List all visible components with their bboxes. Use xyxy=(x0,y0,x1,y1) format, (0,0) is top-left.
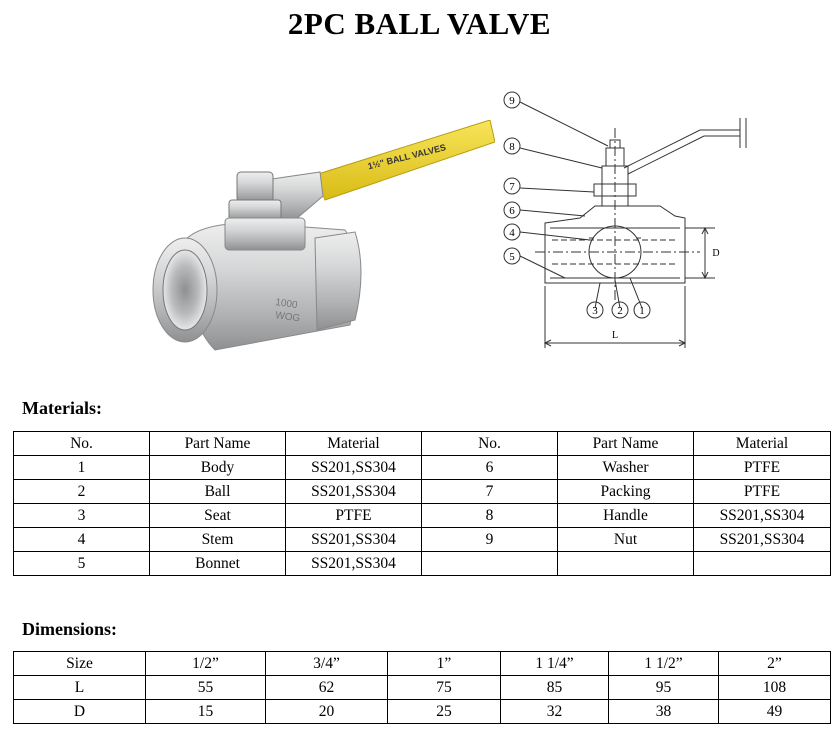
table-cell: Washer xyxy=(558,456,694,480)
header-no: No. xyxy=(422,432,558,456)
header-size-value: 2” xyxy=(719,652,831,676)
table-row xyxy=(14,504,831,528)
table-cell: 3 xyxy=(14,504,150,528)
table-cell: 8 xyxy=(422,504,558,528)
table-row xyxy=(14,480,831,504)
table-cell xyxy=(422,552,558,576)
header-material: Material xyxy=(286,432,422,456)
table-cell: 49 xyxy=(719,700,831,724)
table-cell: 95 xyxy=(609,676,719,700)
table-header-row xyxy=(14,652,831,676)
callout-1: 1 xyxy=(639,305,645,317)
header-no: No. xyxy=(14,432,150,456)
header-size-value: 1 1/2” xyxy=(609,652,719,676)
table-cell: 75 xyxy=(388,676,501,700)
table-row xyxy=(14,700,831,724)
table-cell: 15 xyxy=(146,700,266,724)
table-cell: SS201,SS304 xyxy=(286,456,422,480)
header-part-name: Part Name xyxy=(558,432,694,456)
dimension-d-label: D xyxy=(712,248,720,259)
dimensions-heading: Dimensions: xyxy=(22,619,118,639)
callout-7: 7 xyxy=(509,181,515,193)
table-row xyxy=(14,676,831,700)
table-cell xyxy=(558,552,694,576)
page-title: 2PC BALL VALVE xyxy=(287,6,552,41)
table-cell: SS201,SS304 xyxy=(286,480,422,504)
table-cell: 38 xyxy=(609,700,719,724)
table-cell: PTFE xyxy=(286,504,422,528)
table-cell: Handle xyxy=(558,504,694,528)
table-cell: 55 xyxy=(146,676,266,700)
callout-4: 4 xyxy=(509,227,515,239)
table-row xyxy=(14,528,831,552)
table-cell: 2 xyxy=(14,480,150,504)
header-size-value: 1/2” xyxy=(146,652,266,676)
table-cell: 6 xyxy=(422,456,558,480)
callout-6: 6 xyxy=(509,205,515,217)
table-row xyxy=(14,552,831,576)
table-cell: PTFE xyxy=(694,456,831,480)
table-cell: 32 xyxy=(501,700,609,724)
callout-3: 3 xyxy=(592,305,598,317)
table-cell: Body xyxy=(150,456,286,480)
table-cell: 25 xyxy=(388,700,501,724)
callout-8: 8 xyxy=(509,141,515,153)
table-cell: L xyxy=(14,676,146,700)
table-cell: D xyxy=(14,700,146,724)
table-cell: Ball xyxy=(150,480,286,504)
table-cell: Stem xyxy=(150,528,286,552)
table-cell: PTFE xyxy=(694,480,831,504)
table-cell: SS201,SS304 xyxy=(286,528,422,552)
callout-9: 9 xyxy=(509,95,515,107)
table-cell: SS201,SS304 xyxy=(694,528,831,552)
header-size: Size xyxy=(14,652,146,676)
table-cell xyxy=(694,552,831,576)
header-size-value: 1” xyxy=(388,652,501,676)
table-cell: SS201,SS304 xyxy=(286,552,422,576)
materials-heading: Materials: xyxy=(22,398,102,418)
valve-photo xyxy=(145,120,495,360)
dimension-l-label: L xyxy=(611,330,619,341)
handle-text: 1½" BALL VALVES xyxy=(366,142,448,172)
table-cell: 4 xyxy=(14,528,150,552)
table-cell: 1 xyxy=(14,456,150,480)
valve-cross-section-diagram xyxy=(490,88,835,360)
header-size-value: 1 1/4” xyxy=(501,652,609,676)
table-cell: Packing xyxy=(558,480,694,504)
table-header-row xyxy=(14,432,831,456)
table-cell: 20 xyxy=(266,700,388,724)
table-cell: Bonnet xyxy=(150,552,286,576)
table-row xyxy=(14,456,831,480)
dimensions-table xyxy=(13,651,831,724)
table-cell: 9 xyxy=(422,528,558,552)
table-cell: 108 xyxy=(719,676,831,700)
table-cell: 62 xyxy=(266,676,388,700)
body-marking: 1000 xyxy=(274,297,299,312)
table-cell: Nut xyxy=(558,528,694,552)
table-cell: 85 xyxy=(501,676,609,700)
header-size-value: 3/4” xyxy=(266,652,388,676)
header-part-name: Part Name xyxy=(150,432,286,456)
callout-5: 5 xyxy=(509,251,515,263)
body-marking-2: WOG xyxy=(274,310,301,325)
callout-2: 2 xyxy=(617,305,623,317)
table-cell: 7 xyxy=(422,480,558,504)
table-cell: 5 xyxy=(14,552,150,576)
header-material: Material xyxy=(694,432,831,456)
materials-table xyxy=(13,431,831,576)
table-cell: SS201,SS304 xyxy=(694,504,831,528)
table-cell: Seat xyxy=(150,504,286,528)
